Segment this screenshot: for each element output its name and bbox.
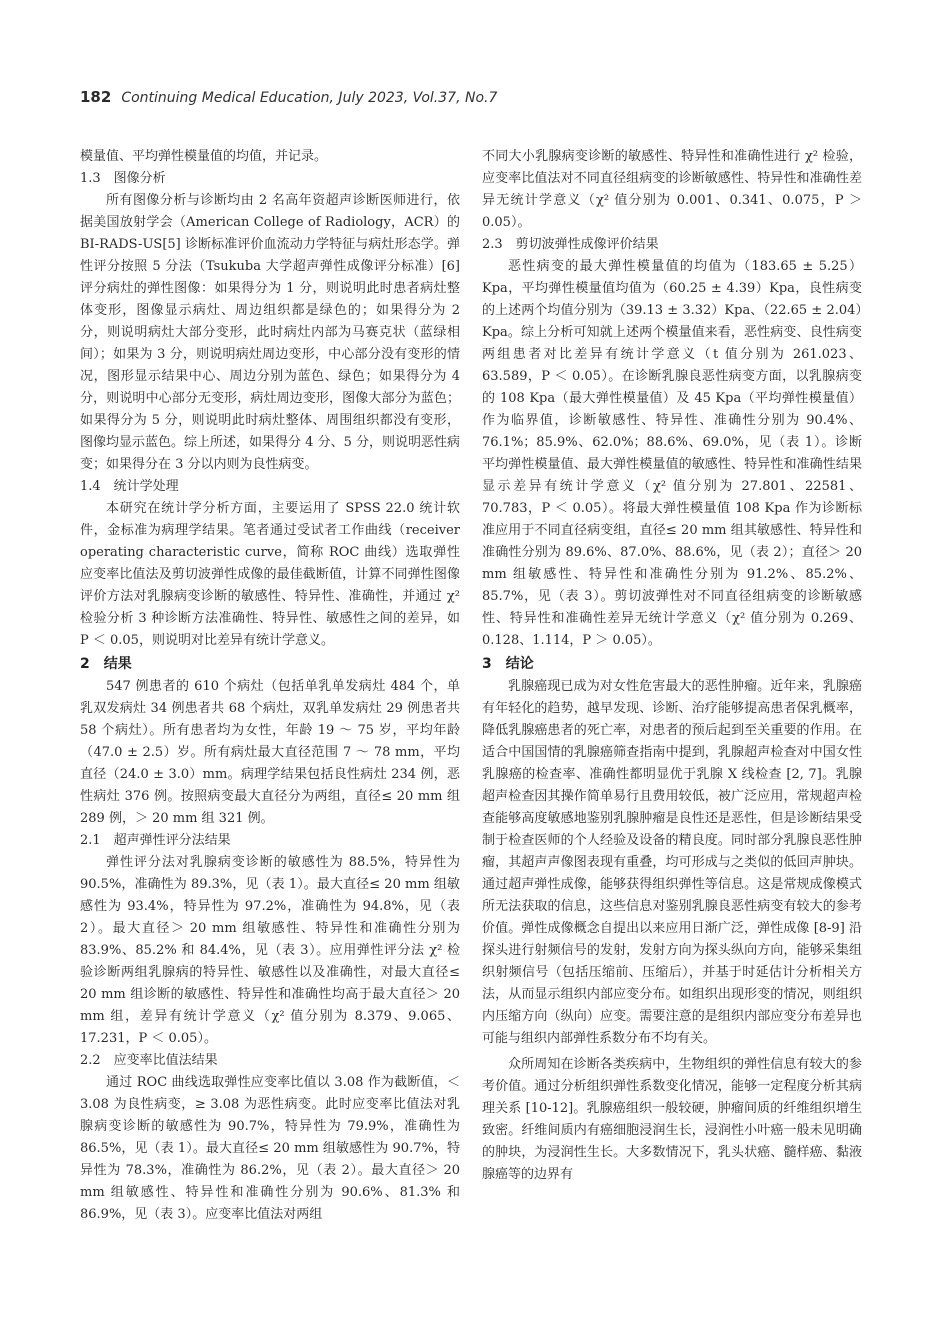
body-paragraph: 547 例患者的 610 个病灶（包括单乳单发病灶 484 个，单乳双发病灶 34 例患者共 68 个病灶，双乳单发病灶 29 例患者共 58 个病灶）。所有患者均为女性，年龄 19 ～ 75 岁，平均年龄（47.0 ± 2.5）岁。所有病灶最大直径范围 7 ～ 78 mm，平均直径（24.0 ± 3.0）mm。病理学结果包括良性病灶 234 例，恶性病灶 376 例。按照病变最大直径分为两组，直径≤ 20 mm 组 289 例，＞ 20 mm 组 321 例。: [80, 679, 460, 826]
body-paragraph: 通过 ROC 曲线选取弹性应变率比值以 3.08 作为截断值，＜ 3.08 为良性病变，≥ 3.08 为恶性病变。此时应变率比值法对乳腺病变诊断的敏感性为 90.7%，特异性为 79.9%，准确性为 86.5%，见（表 1）。最大直径≤ 20 mm 组敏感性为 90.7%，特异性为 78.3%，准确性为 86.2%，见（表 2）。最大直径＞ 20 mm 组敏感性、特异性和准确性分别为 90.6%、81.3% 和 86.9%，见（表 3）。应变率比值法对两组: [80, 1075, 460, 1222]
body-paragraph: 所有图像分析与诊断均由 2 名高年资超声诊断医师进行，依据美国放射学会（American College of Radiology，ACR）的 BI-RADS-US[5] 诊断标准评价血流动力学特征与病灶形态学。弹性评分按照 5 分法（Tsukuba 大学超声弹性成像评分标准）[6] 评分病灶的弹性图像：如果得分为 1 分，则说明此时患者病灶整体变形，图像显示病灶、周边组织都是绿色的；如果得分为 2 分，则说明病灶大部分变形，此时病灶内部为马赛克状（蓝绿相间）；如果为 3 分，则说明病灶周边变形，中心部分没有变形的情况，图形显示结果中心、周边分别为蓝色、绿色；如果得分为 4 分，则说明中心部分无变形，病灶周边变形，图像大部分为蓝色；如果得分为 5 分，则说明此时病灶整体、周围组织都没有变形，图像均显示蓝色。综上所述，如果得分 4 分、5 分，则说明恶性病变；如果得分在 3 分以内则为良性病变。: [80, 193, 460, 472]
section-heading: 2 结果: [80, 656, 132, 672]
body-paragraph: 本研究在统计学分析方面，主要运用了 SPSS 22.0 统计软件，金标准为病理学结果。笔者通过受试者工作曲线（receiver operating characteristic curve，简称 ROC 曲线）选取弹性应变率比值法及剪切波弹性成像的最佳截断值，计算不同弹性图像评价方法对乳腺病变诊断的敏感性、特异性、准确性，并通过 χ² 检验分析 3 种诊断方法准确性、特异性、敏感性之间的差异，如 P ＜ 0.05，则说明对比差异有统计学意义。: [80, 501, 460, 648]
body-paragraph: 不同大小乳腺病变诊断的敏感性、特异性和准确性进行 χ² 检验，应变率比值法对不同直径组病变的诊断敏感性、特异性和准确性差异无统计学意义（χ² 值分别为 0.001、0.341、0.075，P ＞ 0.05）。: [482, 149, 862, 230]
subsection-heading: 2.3 剪切波弹性成像评价结果: [482, 237, 659, 252]
running-header: [80, 88, 497, 106]
page-number: 182: [80, 88, 112, 106]
subsection-heading: 2.2 应变率比值法结果: [80, 1053, 218, 1068]
left-column: [80, 146, 460, 1226]
body-paragraph: 乳腺癌现已成为对女性危害最大的恶性肿瘤。近年来，乳腺癌有年轻化的趋势，越早发现、诊断、治疗能够提高患者保乳概率，降低乳腺癌患者的死亡率，对患者的预后起到至关重要的作用。在适合中国国情的乳腺癌筛查指南中提到，乳腺超声检查对中国女性乳腺癌的检查率、准确性都明显优于乳腺 X 线检查 [2, 7]。乳腺超声检查因其操作简单易行且费用较低，被广泛应用，常规超声检查能够高度敏感地鉴别乳腺肿瘤是良性还是恶性，但是诊断结果受制于检查医师的个人经验及设备的精良度。同时部分乳腺良恶性肿瘤，其超声声像图表现有重叠，均可形成与之类似的低回声肿块。通过超声弹性成像，能够获得组织弹性等信息。这是常规成像模式所无法获取的信息，这些信息对鉴别乳腺良恶性病变有较大的参考价值。弹性成像概念自提出以来应用日渐广泛，弹性成像 [8-9] 沿探头进行射频信号的发射，发射方向为探头纵向方向，能够采集组织射频信号（包括压缩前、压缩后），并基于时延估计分析相关方法，从而显示组织内部应变分布。如组织出现形变的情况，则组织内压缩方向（纵向）应变。需要注意的是组织内部应变分布差异也可能与组织内部弹性系数分布不均有关。: [482, 679, 862, 1046]
body-paragraph: 弹性评分法对乳腺病变诊断的敏感性为 88.5%，特异性为 90.5%，准确性为 89.3%，见（表 1）。最大直径≤ 20 mm 组敏感性为 93.4%，特异性为 97.2%，准确性为 94.8%，见（表 2）。最大直径＞ 20 mm 组敏感性、特异性和准确性分别为 83.9%、85.2% 和 84.4%，见（表 3）。应用弹性评分法 χ² 检验诊断两组乳腺病的特异性、敏感性以及准确性，对最大直径≤ 20 mm 组诊断的敏感性、特异性和准确性均高于最大直径＞ 20 mm 组，差异有统计学意义（χ² 值分别为 8.379、9.065、17.231，P ＜ 0.05）。: [80, 855, 460, 1046]
subsection-heading: 2.1 超声弹性评分法结果: [80, 833, 231, 848]
body-paragraph: 恶性病变的最大弹性模量值的均值为（183.65 ± 5.25）Kpa，平均弹性模量值均值为（60.25 ± 4.39）Kpa，良性病变的上述两个均值分别为（39.13 ± 3.32）Kpa、（22.65 ± 2.04）Kpa。综上分析可知就上述两个模量值来看，恶性病变、良性病变两组患者对比差异有统计学意义（t 值分别为 261.023、63.589，P ＜ 0.05）。在诊断乳腺良恶性病变方面，以乳腺病变的 108 Kpa（最大弹性模量值）及 45 Kpa（平均弹性模量值）作为临界值，诊断敏感性、特异性、准确性分别为 90.4%、76.1%；85.9%、62.0%；88.6%、69.0%，见（表 1）。诊断平均弹性模量值、最大弹性模量值的敏感性、特异性和准确性结果显示差异有统计学意义（χ² 值分别为 27.801、22581、70.783，P ＜ 0.05）。将最大弹性模量值 108 Kpa 作为诊断标准应用于不同直径病变组，直径≤ 20 mm 组其敏感性、特异性和准确性分别为 89.6%、87.0%、88.6%，见（表 2）；直径＞ 20 mm 组敏感性、特异性和准确性分别为 91.2%、85.2%、85.7%，见（表 3）。剪切波弹性对不同直径组病变的诊断敏感性、特异性和准确性差异无统计学意义（χ² 值分别为 0.269、0.128、1.114，P ＞ 0.05）。: [482, 259, 862, 648]
body-paragraph: 模量值、平均弹性模量值的均值，并记录。: [80, 149, 328, 164]
subsection-heading: 1.4 统计学处理: [80, 479, 179, 494]
subsection-heading: 1.3 图像分析: [80, 171, 166, 186]
right-column: [482, 146, 862, 1186]
journal-citation: Continuing Medical Education, July 2023, Vol.37, No.7: [121, 90, 498, 106]
section-heading: 3 结论: [482, 656, 534, 672]
body-paragraph: 众所周知在诊断各类疾病中，生物组织的弹性信息有较大的参考价值。通过分析组织弹性系数变化情况，能够一定程度分析其病理关系 [10-12]。乳腺癌组织一般较硬，肿瘤间质的纤维组织增生致密。纤维间质内有癌细胞浸润生长，浸润性小叶癌一般未见明确的肿块，为浸润性生长。大多数情况下，乳头状癌、髓样癌、黏液腺癌等的边界有: [482, 1057, 862, 1182]
